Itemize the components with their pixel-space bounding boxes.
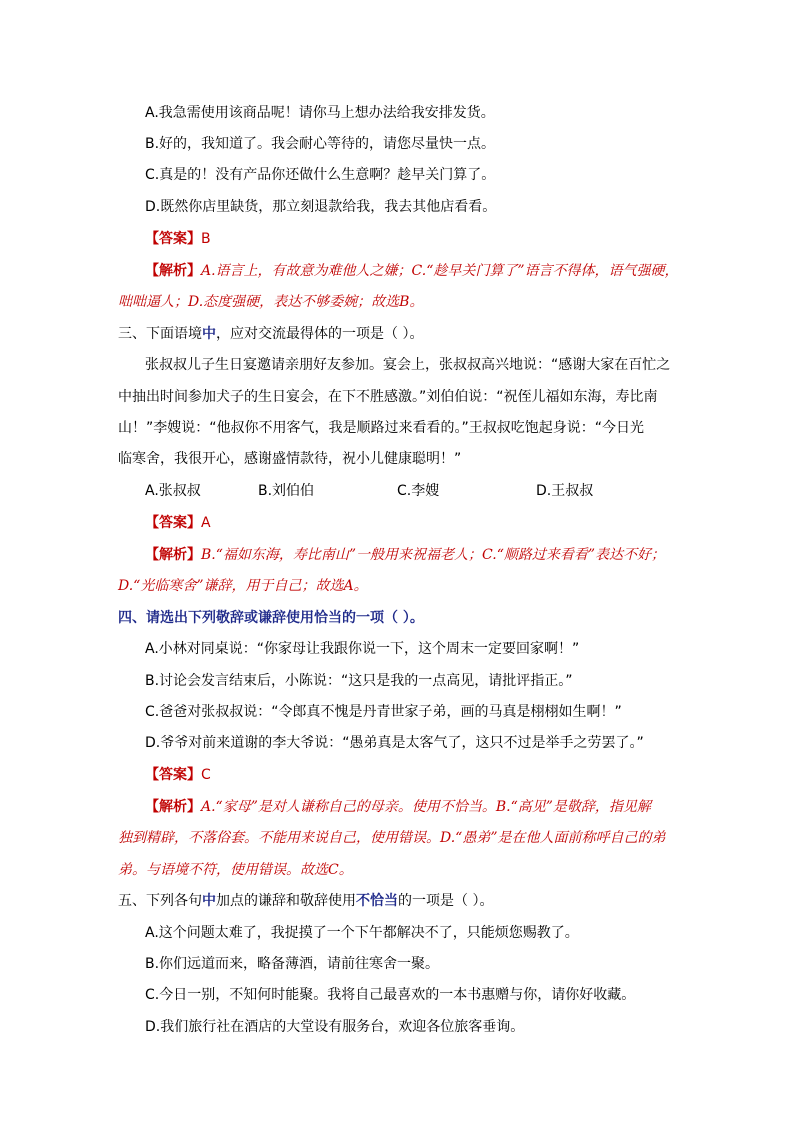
q4-answer xyxy=(145,766,211,784)
answer-value: B xyxy=(201,231,211,247)
q4-explanation xyxy=(145,798,651,816)
q3-choice-b: B.刘伯伯 xyxy=(258,483,315,499)
q3-title-post: ，应对交流最得体的一项是（ ）。 xyxy=(216,326,424,342)
q2-explanation xyxy=(145,262,679,280)
q4-explanation-cont: 独到精辟，不落俗套。不能用来说自己，使用错误。D.“愚弟”是在他人面前称呼自己的弟 xyxy=(118,830,666,846)
q3-choice-c: C.李嫂 xyxy=(397,483,440,499)
q3-passage-line: 临寒舍，我很开心，感谢盛情款待，祝小儿健康聪明！” xyxy=(118,451,462,467)
q3-passage-line: 山！”李嫂说：“他叔你不用客气，我是顺路过来看看的。”王叔叔吃饱起身说：“今日光 xyxy=(118,420,645,436)
q2-option-a: A.我急需使用该商品呢！请你马上想办法给我安排发货。 xyxy=(145,105,495,121)
q5-title xyxy=(118,892,493,910)
q4-option-b: B.讨论会发言结束后，小陈说：“这只是我的一点高见，请批评指正。” xyxy=(145,673,573,689)
q5-title-emphasis: 中 xyxy=(202,893,216,909)
q5-title-pre: 下列各句 xyxy=(146,893,202,909)
q5-option-b: B.你们远道而来，略备薄酒，请前往寒舍一聚。 xyxy=(145,956,440,972)
q4-option-c: C.爸爸对张叔叔说：“令郎真不愧是丹青世家子弟，画的马真是栩栩如生啊！” xyxy=(145,704,622,720)
q3-title-num: 三、 xyxy=(118,326,146,342)
q5-option-a: A.这个问题太难了，我捉摸了一个下午都解决不了，只能烦您赐教了。 xyxy=(145,925,579,941)
q3-title-emphasis: 中 xyxy=(202,326,216,342)
answer-value: C xyxy=(201,767,211,783)
explain-line: A.语言上，有故意为难他人之嫌；C.“趁早关门算了”语言不得体，语气强硬， xyxy=(201,263,679,279)
q2-option-c: C.真是的！没有产品你还做什么生意啊？趁早关门算了。 xyxy=(145,167,496,183)
q4-title: 四、请选出下列敬辞或谦辞使用恰当的一项（ ）。 xyxy=(118,610,424,626)
q3-title-pre: 下面语境 xyxy=(146,326,202,342)
q5-option-c: C.今日一别，不知何时能聚。我将自己最喜欢的一本书惠赠与你，请你好收藏。 xyxy=(145,987,636,1003)
q3-passage-line: 张叔叔儿子生日宴邀请亲朋好友参加。宴会上，张叔叔高兴地说：“感谢大家在百忙之 xyxy=(145,357,671,373)
q3-passage-line: 中抽出时间参加犬子的生日宴会，在下不胜感激。”刘伯伯说：“祝侄儿福如东海，寿比南 xyxy=(118,389,658,405)
q4-option-a: A.小林对同桌说：“你家母让我跟你说一下，这个周末一定要回家啊！” xyxy=(145,641,580,657)
q5-title-post: 的一项是（ ）。 xyxy=(398,893,494,909)
q3-explanation xyxy=(145,546,665,564)
q3-choice-a: A.张叔叔 xyxy=(145,483,201,499)
q2-answer xyxy=(145,230,211,248)
answer-tag: 【答案】 xyxy=(145,515,201,531)
explain-tag: 【解析】 xyxy=(145,547,201,563)
q2-explanation-cont: 咄咄逼人；D.态度强硬，表达不够委婉；故选B。 xyxy=(118,294,424,310)
q4-option-d: D.爷爷对前来道谢的李大爷说：“愚弟真是太客气了，这只不过是举手之劳罢了。” xyxy=(145,735,644,751)
q2-option-b: B.好的，我知道了。我会耐心等待的，请您尽量快一点。 xyxy=(145,136,496,152)
q3-explanation-cont: D.“光临寒舍”谦辞，用于自己；故选A。 xyxy=(118,578,368,594)
q3-title xyxy=(118,325,423,343)
explain-tag: 【解析】 xyxy=(145,799,201,815)
explain-line: B.“福如东海，寿比南山”一般用来祝福老人；C.“顺路过来看看”表达不好； xyxy=(201,547,666,563)
q3-answer xyxy=(145,514,211,532)
q2-option-d: D.既然你店里缺货，那立刻退款给我，我去其他店看看。 xyxy=(145,199,497,215)
answer-value: A xyxy=(201,515,211,531)
answer-tag: 【答案】 xyxy=(145,231,201,247)
q5-title-emphasis: 不恰当 xyxy=(356,893,398,909)
explain-line: A.“家母”是对人谦称自己的母亲。使用不恰当。B.“高见”是敬辞，指见解 xyxy=(201,799,651,815)
q4-explanation-cont: 弟。与语境不符，使用错误。故选C。 xyxy=(118,862,353,878)
explain-tag: 【解析】 xyxy=(145,263,201,279)
q5-title-num: 五、 xyxy=(118,893,146,909)
q3-choice-d: D.王叔叔 xyxy=(536,483,594,499)
answer-tag: 【答案】 xyxy=(145,767,201,783)
q5-option-d: D.我们旅行社在酒店的大堂设有服务台，欢迎各位旅客垂询。 xyxy=(145,1019,525,1035)
q5-title-mid: 加点的谦辞和敬辞使用 xyxy=(216,893,356,909)
